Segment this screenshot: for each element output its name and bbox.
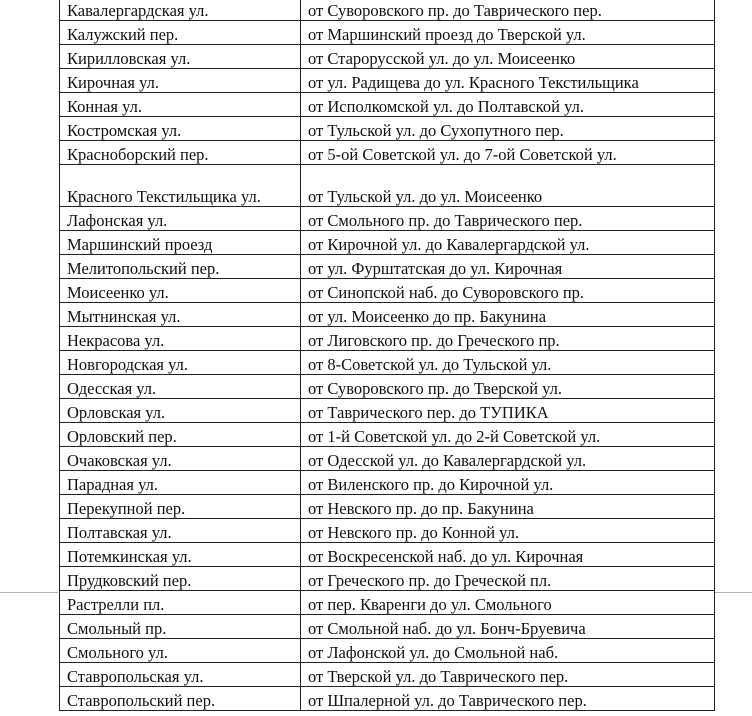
- table-row: [60, 231, 715, 255]
- street-segment-cell: от Лиговского пр. до Греческого пр.: [301, 327, 715, 351]
- street-segment-cell: от ул. Моисеенко до пр. Бакунина: [301, 303, 715, 327]
- street-name-cell: Красного Текстильщика ул.: [60, 165, 301, 207]
- street-segment-cell: от Синопской наб. до Суворовского пр.: [301, 279, 715, 303]
- street-name-cell: Кирочная ул.: [60, 69, 301, 93]
- street-segment-cell: от Виленского пр. до Кирочной ул.: [301, 471, 715, 495]
- street-segment-cell: от 1-й Советской ул. до 2-й Советской ул.: [301, 423, 715, 447]
- street-segment-cell: от Лафонской ул. до Смольной наб.: [301, 639, 715, 663]
- street-name-cell: Растрелли пл.: [60, 591, 301, 615]
- table-row: [60, 351, 715, 375]
- table-row: [60, 375, 715, 399]
- table-row: [60, 495, 715, 519]
- street-segment-cell: от Смольной наб. до ул. Бонч-Бруевича: [301, 615, 715, 639]
- street-name-cell: Очаковская ул.: [60, 447, 301, 471]
- street-name-cell: Мытнинская ул.: [60, 303, 301, 327]
- street-name-cell: Кирилловская ул.: [60, 45, 301, 69]
- streets-table-body: [60, 0, 715, 711]
- street-segment-cell: от Смольного пр. до Таврического пер.: [301, 207, 715, 231]
- street-segment-cell: от пер. Кваренги до ул. Смольного: [301, 591, 715, 615]
- table-row: [60, 399, 715, 423]
- street-segment-cell: от 5-ой Советской ул. до 7-ой Советской ул.: [301, 141, 715, 165]
- table-row: [60, 303, 715, 327]
- street-segment-cell: от Воскресенской наб. до ул. Кирочная: [301, 543, 715, 567]
- table-row: [60, 117, 715, 141]
- table-row: [60, 0, 715, 21]
- street-segment-cell: от Невского пр. до пр. Бакунина: [301, 495, 715, 519]
- street-segment-cell: от Невского пр. до Конной ул.: [301, 519, 715, 543]
- street-name-cell: Ставропольский пер.: [60, 687, 301, 711]
- street-name-cell: Орловский пер.: [60, 423, 301, 447]
- street-name-cell: Потемкинская ул.: [60, 543, 301, 567]
- streets-table: [59, 0, 715, 711]
- table-row: [60, 519, 715, 543]
- table-row: [60, 615, 715, 639]
- table-row: [60, 471, 715, 495]
- street-name-cell: Калужский пер.: [60, 21, 301, 45]
- table-row: [60, 639, 715, 663]
- table-row: [60, 687, 715, 711]
- street-segment-cell: от ул. Радищева до ул. Красного Текстильщика: [301, 69, 715, 93]
- street-name-cell: Парадная ул.: [60, 471, 301, 495]
- street-segment-cell: от Таврического пер. до ТУПИКА: [301, 399, 715, 423]
- street-segment-cell: от Одесской ул. до Кавалергардской ул.: [301, 447, 715, 471]
- table-row: [60, 567, 715, 591]
- street-name-cell: Конная ул.: [60, 93, 301, 117]
- street-name-cell: Прудковский пер.: [60, 567, 301, 591]
- table-row: [60, 45, 715, 69]
- street-segment-cell: от Греческого пр. до Греческой пл.: [301, 567, 715, 591]
- table-row: [60, 447, 715, 471]
- table-row: [60, 663, 715, 687]
- street-name-cell: Некрасова ул.: [60, 327, 301, 351]
- street-name-cell: Смольного ул.: [60, 639, 301, 663]
- street-name-cell: Красноборский пер.: [60, 141, 301, 165]
- table-row: [60, 255, 715, 279]
- table-row: [60, 207, 715, 231]
- street-segment-cell: от Исполкомской ул. до Полтавской ул.: [301, 93, 715, 117]
- street-name-cell: Мелитопольский пер.: [60, 255, 301, 279]
- table-row: [60, 69, 715, 93]
- table-row: [60, 279, 715, 303]
- street-name-cell: Смольный пр.: [60, 615, 301, 639]
- street-name-cell: Орловская ул.: [60, 399, 301, 423]
- street-segment-cell: от Старорусской ул. до ул. Моисеенко: [301, 45, 715, 69]
- street-segment-cell: от Тульской ул. до Сухопутного пер.: [301, 117, 715, 141]
- street-name-cell: Костромская ул.: [60, 117, 301, 141]
- street-name-cell: Маршинский проезд: [60, 231, 301, 255]
- table-row: [60, 543, 715, 567]
- table-row: [60, 591, 715, 615]
- street-name-cell: Ставропольская ул.: [60, 663, 301, 687]
- street-name-cell: Новгородская ул.: [60, 351, 301, 375]
- street-name-cell: Перекупной пер.: [60, 495, 301, 519]
- table-row: [60, 423, 715, 447]
- street-segment-cell: от Суворовского пр. до Таврического пер.: [301, 0, 715, 21]
- street-name-cell: Одесская ул.: [60, 375, 301, 399]
- street-segment-cell: от ул. Фурштатская до ул. Кирочная: [301, 255, 715, 279]
- street-segment-cell: от 8-Советской ул. до Тульской ул.: [301, 351, 715, 375]
- street-name-cell: Полтавская ул.: [60, 519, 301, 543]
- street-segment-cell: от Маршинский проезд до Тверской ул.: [301, 21, 715, 45]
- street-name-cell: Кавалергардская ул.: [60, 0, 301, 21]
- street-name-cell: Моисеенко ул.: [60, 279, 301, 303]
- street-segment-cell: от Кирочной ул. до Кавалергардской ул.: [301, 231, 715, 255]
- street-segment-cell: от Тверской ул. до Таврического пер.: [301, 663, 715, 687]
- street-segment-cell: от Суворовского пр. до Тверской ул.: [301, 375, 715, 399]
- table-row: [60, 165, 715, 207]
- table-row: [60, 21, 715, 45]
- page-margin-guide-right: [714, 592, 752, 593]
- page-margin-guide-left: [0, 592, 58, 593]
- table-row: [60, 141, 715, 165]
- street-segment-cell: от Тульской ул. до ул. Моисеенко: [301, 165, 715, 207]
- street-name-cell: Лафонская ул.: [60, 207, 301, 231]
- street-segment-cell: от Шпалерной ул. до Таврического пер.: [301, 687, 715, 711]
- table-row: [60, 93, 715, 117]
- table-row: [60, 327, 715, 351]
